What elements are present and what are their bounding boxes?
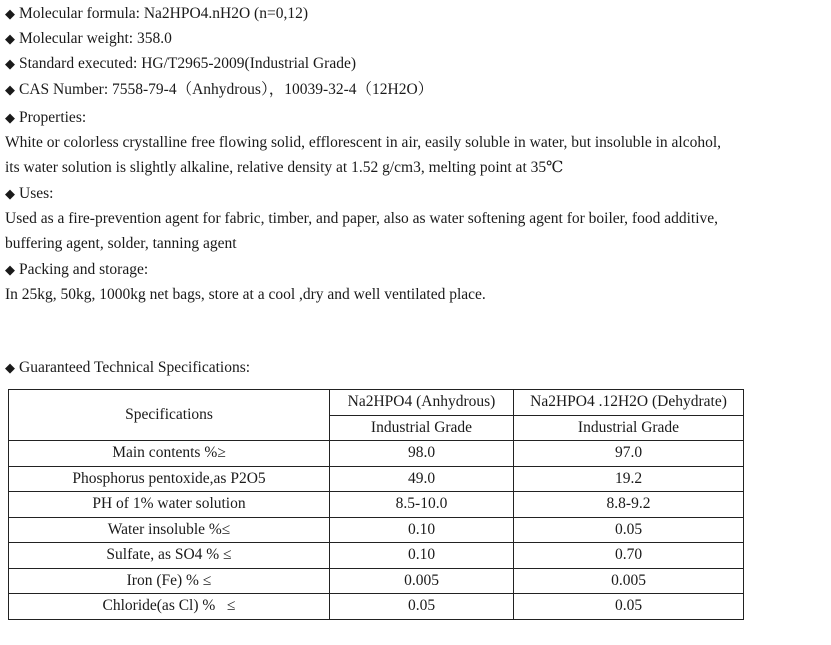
table-row [9, 441, 744, 467]
uses-line-2: buffering agent, solder, tanning agent [5, 235, 237, 252]
bullet-diamond-icon: ◆ [5, 360, 15, 375]
dehydrate-cell: 97.0 [514, 441, 744, 467]
cas-line [5, 80, 433, 100]
bullet-diamond-icon: ◆ [5, 82, 15, 97]
bullet-diamond-icon: ◆ [5, 6, 15, 21]
anhydrous-cell: 0.005 [330, 568, 514, 594]
molecular-weight-text: Molecular weight: 358.0 [19, 30, 172, 47]
table-row [9, 568, 744, 594]
dehydrate-cell: 0.005 [514, 568, 744, 594]
header-specifications: Specifications [9, 390, 330, 441]
spec-cell: Chloride(as Cl) % ≤ [9, 594, 330, 620]
properties-line-1: White or colorless crystalline free flowing solid, efflorescent in air, easily soluble in water, but insoluble in alcohol, [5, 134, 722, 151]
header-anhydrous: Na2HPO4 (Anhydrous) [330, 390, 514, 416]
molecular-formula-text: Molecular formula: Na2HPO4.nH2O (n=0,12) [19, 5, 308, 22]
anhydrous-cell: 8.5-10.0 [330, 492, 514, 518]
spec-table [8, 389, 744, 620]
spec-cell: Phosphorus pentoxide,as P2O5 [9, 466, 330, 492]
properties-heading-text: Properties: [19, 109, 87, 126]
uses-heading [5, 184, 53, 204]
anhydrous-cell: 49.0 [330, 466, 514, 492]
properties-heading [5, 108, 86, 128]
table-row [9, 543, 744, 569]
packing-heading-text: Packing and storage: [19, 261, 149, 278]
table-row [9, 466, 744, 492]
grade-dehydrate: Industrial Grade [514, 415, 744, 441]
dehydrate-cell: 8.8-9.2 [514, 492, 744, 518]
bullet-diamond-icon: ◆ [5, 186, 15, 201]
packing-heading [5, 260, 148, 280]
cas-text: CAS Number: 7558-79-4（Anhydrous），10039-32-4（12H2O） [19, 81, 434, 98]
grade-anhydrous: Industrial Grade [330, 415, 514, 441]
packing-text: In 25kg, 50kg, 1000kg net bags, store at a cool ,dry and well ventilated place. [5, 286, 486, 303]
uses-line-1: Used as a fire-prevention agent for fabric, timber, and paper, also as water softening agent for boiler, food additive, [5, 210, 719, 227]
anhydrous-cell: 0.10 [330, 517, 514, 543]
dehydrate-cell: 19.2 [514, 466, 744, 492]
spec-cell: Water insoluble %≤ [9, 517, 330, 543]
table-header-row [9, 390, 744, 416]
uses-heading-text: Uses: [19, 185, 54, 202]
specs-heading-text: Guaranteed Technical Specifications: [19, 359, 251, 376]
anhydrous-cell: 0.10 [330, 543, 514, 569]
dehydrate-cell: 0.05 [514, 594, 744, 620]
dehydrate-cell: 0.05 [514, 517, 744, 543]
table-row [9, 492, 744, 518]
table-row [9, 517, 744, 543]
spec-cell: PH of 1% water solution [9, 492, 330, 518]
spec-cell: Iron (Fe) % ≤ [9, 568, 330, 594]
anhydrous-cell: 0.05 [330, 594, 514, 620]
molecular-weight-line [5, 29, 172, 49]
standard-text: Standard executed: HG/T2965-2009(Industrial Grade) [19, 55, 357, 72]
bullet-diamond-icon: ◆ [5, 110, 15, 125]
table-row [9, 594, 744, 620]
header-dehydrate: Na2HPO4 .12H2O (Dehydrate) [514, 390, 744, 416]
standard-line [5, 54, 356, 74]
bullet-diamond-icon: ◆ [5, 31, 15, 46]
molecular-formula-line [5, 4, 308, 24]
specs-heading [5, 358, 250, 378]
spec-cell: Main contents %≥ [9, 441, 330, 467]
bullet-diamond-icon: ◆ [5, 262, 15, 277]
properties-line-2: its water solution is slightly alkaline, relative density at 1.52 g/cm3, melting point at 35℃ [5, 159, 564, 176]
bullet-diamond-icon: ◆ [5, 56, 15, 71]
anhydrous-cell: 98.0 [330, 441, 514, 467]
dehydrate-cell: 0.70 [514, 543, 744, 569]
spec-cell: Sulfate, as SO4 % ≤ [9, 543, 330, 569]
